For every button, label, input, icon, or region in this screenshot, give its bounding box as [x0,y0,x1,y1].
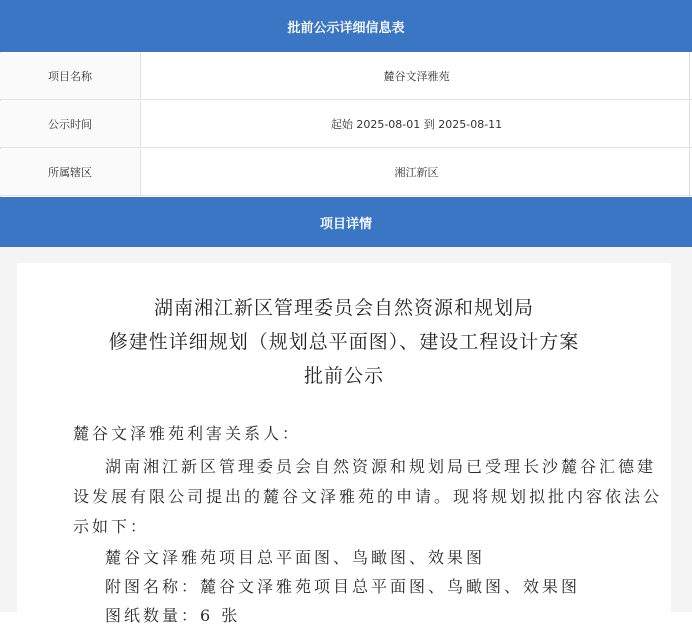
info-label: 项目名称 [0,53,141,99]
info-label: 所属辖区 [0,149,141,195]
header-title: 批前公示详细信息表 [287,20,405,36]
notice-item-line: 麓谷文泽雅苑项目总平面图、鸟瞰图、效果图 [105,548,486,567]
info-value: 起始 2025-08-01 到 2025-08-11 [330,118,503,131]
section-bar [0,197,692,247]
header-bar [0,0,692,52]
notice-salutation: 麓谷文泽雅苑利害关系人： [73,424,302,443]
notice-item-line: 附图名称：麓谷文泽雅苑项目总平面图、鸟瞰图、效果图 [105,577,581,596]
info-value: 麓谷文泽雅苑 [383,70,450,83]
info-row-district [0,149,692,196]
notice-paragraph-line: 湖南湘江新区管理委员会自然资源和规划局已受理长沙麓谷汇德建 [105,457,657,476]
info-label: 公示时间 [0,101,141,147]
info-value: 湘江新区 [394,166,439,179]
notice-document [17,263,671,625]
notice-title-line: 修建性详细规划（规划总平面图）、建设工程设计方案 [108,331,580,353]
detail-area [0,247,692,625]
section-title: 项目详情 [319,216,372,232]
notice-title-line: 湖南湘江新区管理委员会自然资源和规划局 [153,297,534,319]
notice-paragraph-line: 设发展有限公司提出的麓谷文泽雅苑的申请。现将规划拟批内容依法公 [73,487,663,506]
info-row-publicity-time [0,101,692,148]
notice-paragraph-line: 示如下： [73,517,150,536]
notice-item-line: 图纸数量：6 张 [105,606,241,625]
notice-title-line: 批前公示 [303,365,384,387]
info-row-project-name [0,53,692,100]
